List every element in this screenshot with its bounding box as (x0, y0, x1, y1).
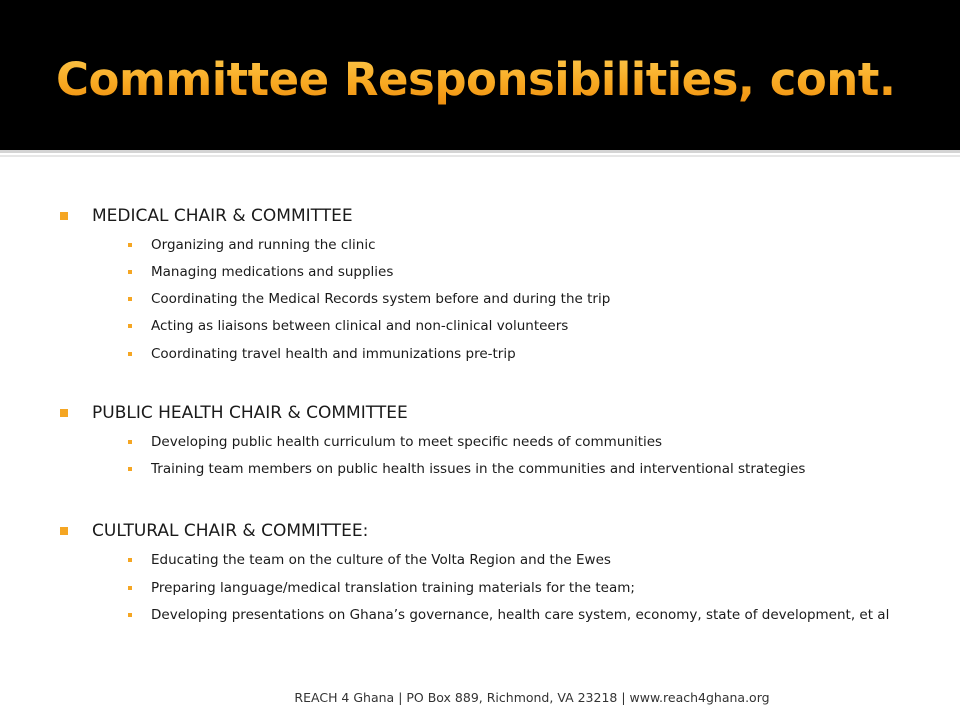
section-heading-medical: MEDICAL CHAIR & COMMITTEE (92, 206, 353, 226)
sub-bullet-icon (128, 613, 132, 617)
sub-bullet-icon (128, 558, 132, 562)
sub-bullet-icon (128, 324, 132, 328)
sub-bullet-icon (128, 467, 132, 471)
list-item: Preparing language/medical translation training materials for the team; (151, 580, 635, 596)
sub-bullet-icon (128, 586, 132, 590)
section-heading-public-health: PUBLIC HEALTH CHAIR & COMMITTEE (92, 403, 408, 423)
list-item: Training team members on public health issues in the communities and interventional strategies (151, 461, 806, 477)
list-item: Developing public health curriculum to meet specific needs of communities (151, 434, 663, 450)
list-item: Coordinating the Medical Records system before and during the trip (151, 291, 611, 307)
section-bullet-icon (60, 527, 68, 535)
list-item: Organizing and running the clinic (151, 237, 376, 253)
list-item: Acting as liaisons between clinical and non-clinical volunteers (151, 318, 569, 334)
sub-bullet-icon (128, 297, 132, 301)
list-item: Managing medications and supplies (151, 264, 394, 280)
slide-footer: REACH 4 Ghana | PO Box 889, Richmond, VA 23218 | www.reach4ghana.org (294, 690, 770, 705)
slide-title: Committee Responsibilities, cont. (56, 53, 896, 106)
list-item: Educating the team on the culture of the Volta Region and the Ewes (151, 552, 611, 568)
list-item: Developing presentations on Ghana’s governance, health care system, economy, state of development, et al (151, 607, 890, 623)
sub-bullet-icon (128, 243, 132, 247)
list-item: Coordinating travel health and immunizations pre-trip (151, 346, 516, 362)
sub-bullet-icon (128, 270, 132, 274)
sub-bullet-icon (128, 352, 132, 356)
section-heading-cultural: CULTURAL CHAIR & COMMITTEE: (92, 521, 369, 541)
section-bullet-icon (60, 409, 68, 417)
sub-bullet-icon (128, 440, 132, 444)
section-bullet-icon (60, 212, 68, 220)
